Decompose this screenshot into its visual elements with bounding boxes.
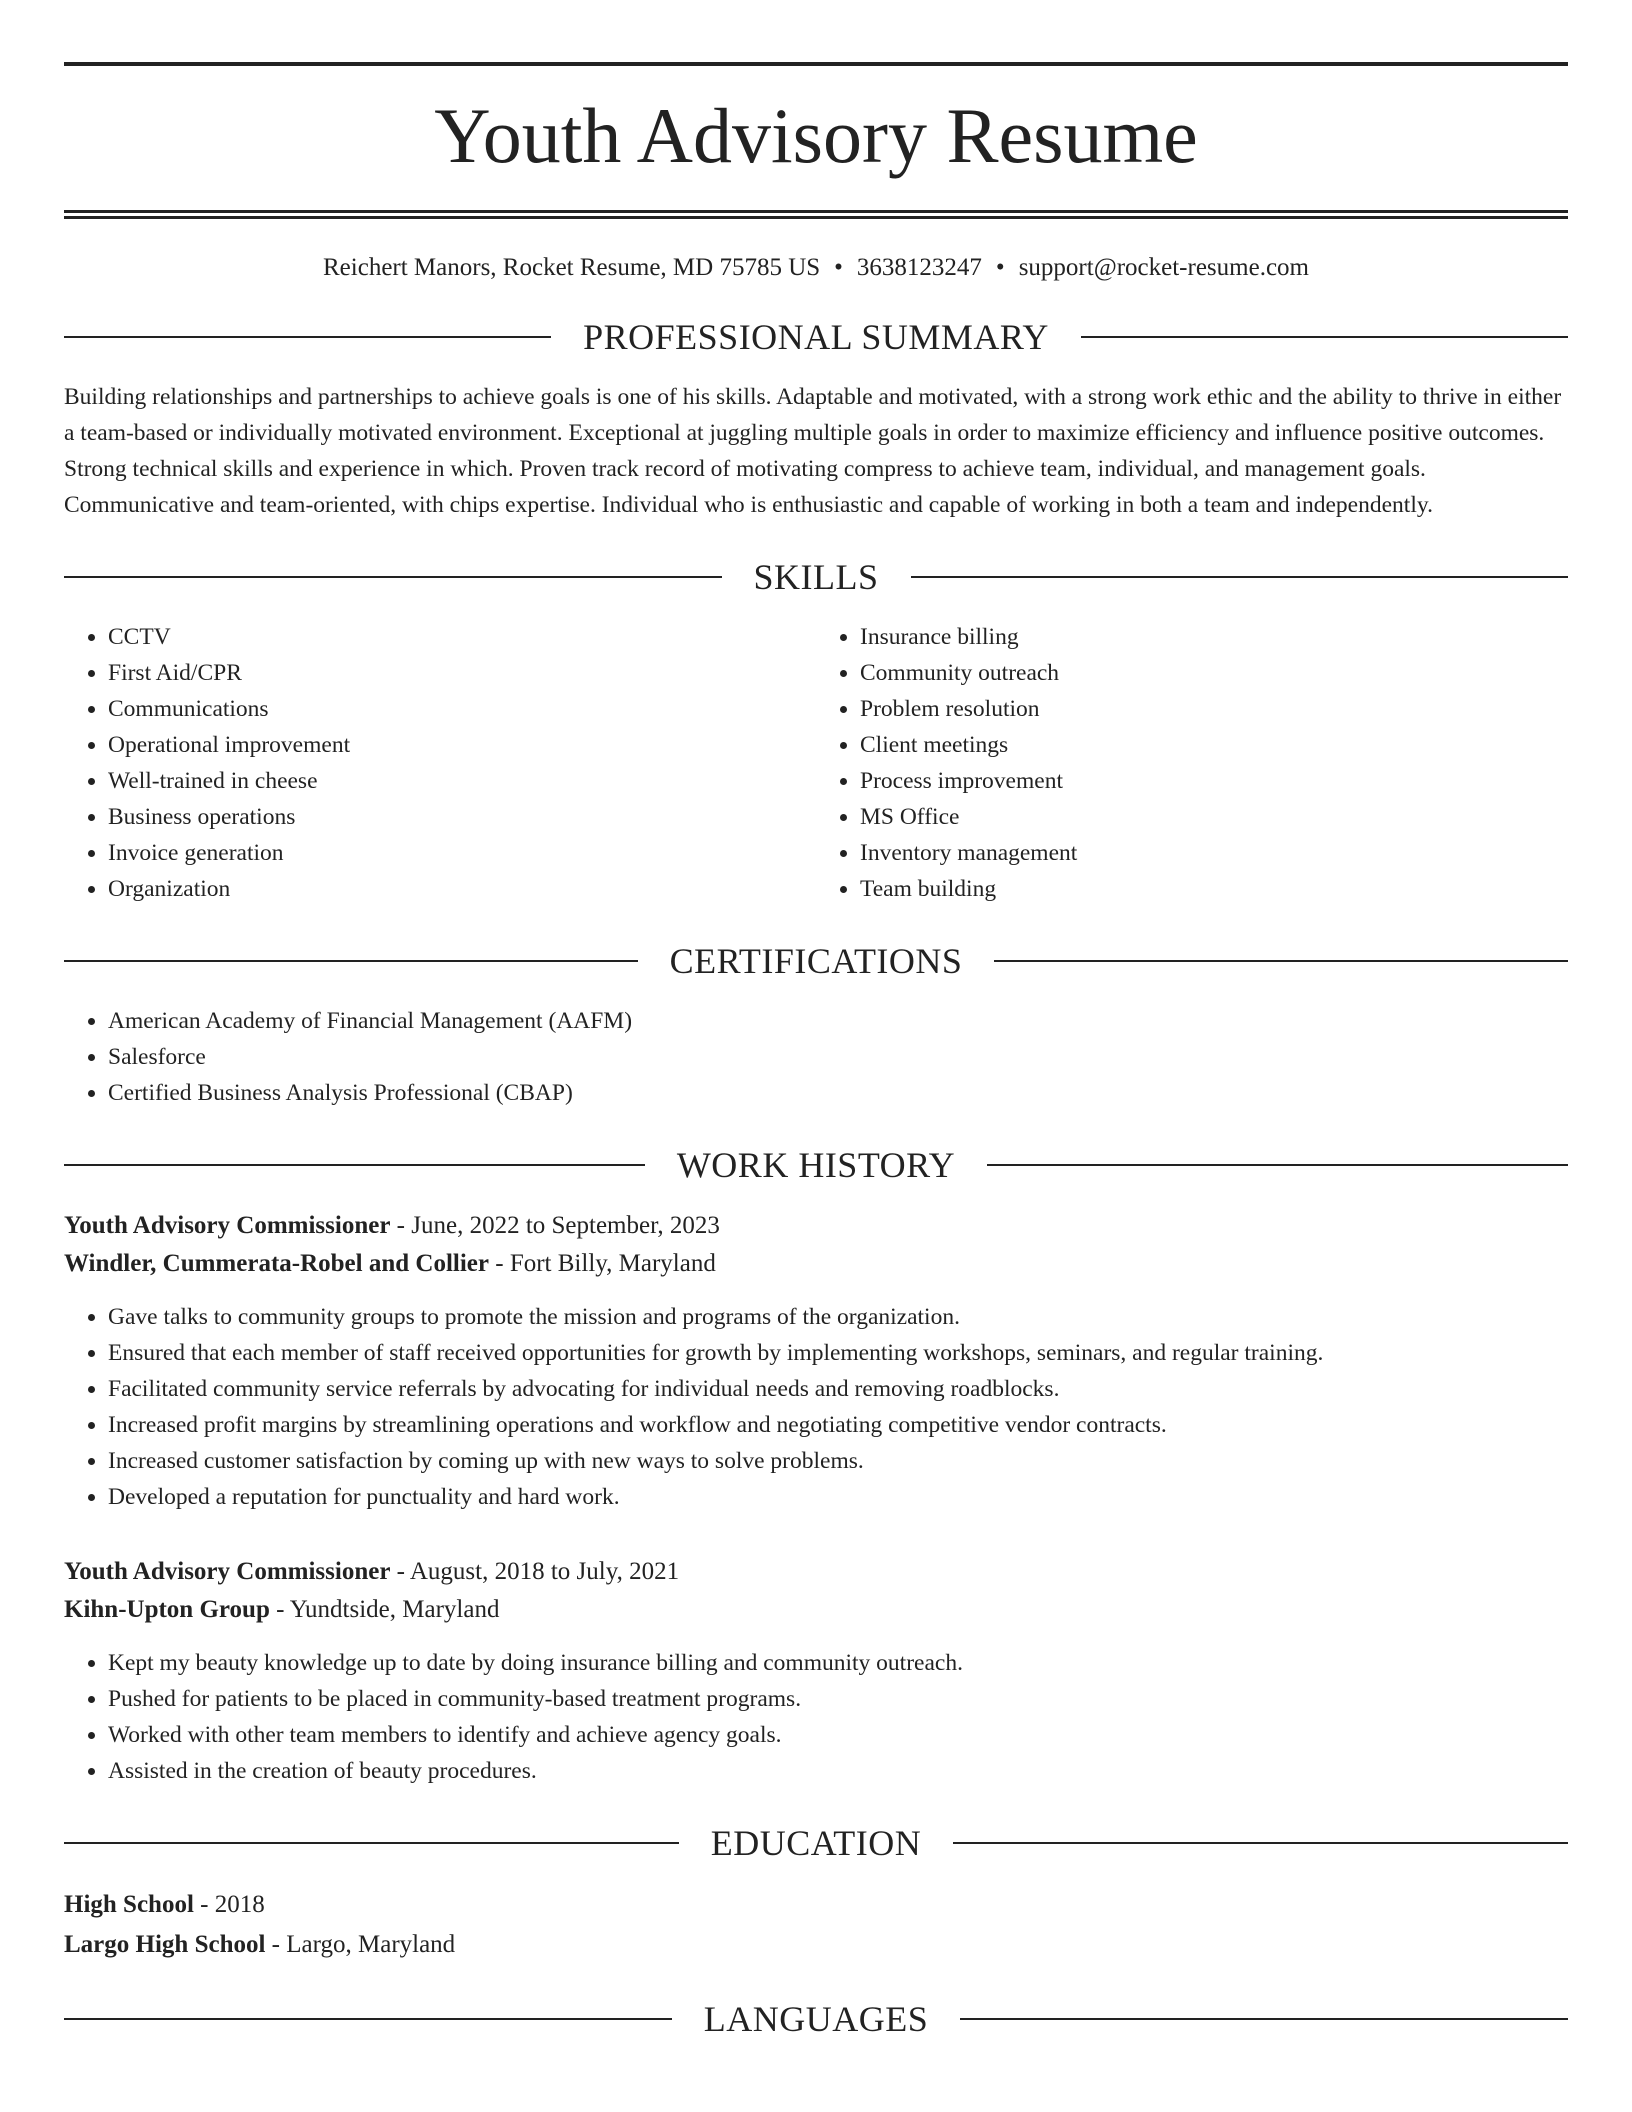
job-bullet: • Worked with other team members to identify and achieve agency goals. xyxy=(108,1717,1568,1753)
skills-list-left xyxy=(64,619,816,907)
job-title: Youth Advisory Commissioner xyxy=(64,1558,391,1585)
section-header-work-history xyxy=(64,1145,1568,1185)
resume-page xyxy=(64,62,1568,2039)
education-school: Largo High School xyxy=(64,1931,266,1958)
skills-list-right xyxy=(816,619,1568,907)
certification-item: • Salesforce xyxy=(108,1039,1568,1075)
skill-item: • Inventory management xyxy=(860,835,1568,871)
contact-separator: • xyxy=(834,254,843,281)
job-entry xyxy=(64,1553,1568,1789)
certification-item: • Certified Business Analysis Professional (CBAP) xyxy=(108,1075,1568,1111)
job-bullet: • Ensured that each member of staff received opportunities for growth by implementing workshops, seminars, and regular training. xyxy=(108,1335,1568,1371)
job-dates: - June, 2022 to September, 2023 xyxy=(390,1212,720,1239)
contact-line xyxy=(64,253,1568,283)
section-rule xyxy=(64,1164,645,1166)
section-title: SKILLS xyxy=(753,557,879,597)
skill-item: • First Aid/CPR xyxy=(108,655,816,691)
job-bullet: • Developed a reputation for punctuality and hard work. xyxy=(108,1479,1568,1515)
section-header-languages xyxy=(64,1999,1568,2039)
education-school-line xyxy=(64,1925,1568,1965)
skill-item: • Organization xyxy=(108,871,816,907)
skill-item: • Well-trained in cheese xyxy=(108,763,816,799)
job-company: Windler, Cummerata-Robel and Collier xyxy=(64,1250,489,1277)
skill-item: • MS Office xyxy=(860,799,1568,835)
certifications-block xyxy=(64,1003,1568,1111)
job-company: Kihn-Upton Group xyxy=(64,1596,270,1623)
job-bullet: • Assisted in the creation of beauty procedures. xyxy=(108,1753,1568,1789)
job-bullet: • Facilitated community service referrals by advocating for individual needs and removing roadblocks. xyxy=(108,1371,1568,1407)
job-bullet: • Gave talks to community groups to promote the mission and programs of the organization. xyxy=(108,1299,1568,1335)
skill-item: • Community outreach xyxy=(860,655,1568,691)
section-rule xyxy=(64,960,638,962)
certification-item: • American Academy of Financial Management (AAFM) xyxy=(108,1003,1568,1039)
skill-item: • Client meetings xyxy=(860,727,1568,763)
job-bullet: • Increased profit margins by streamlining operations and workflow and negotiating competitive vendor contracts. xyxy=(108,1407,1568,1443)
job-company-line xyxy=(64,1245,1568,1283)
job-dates: - August, 2018 to July, 2021 xyxy=(390,1558,680,1585)
education-degree: High School xyxy=(64,1891,194,1918)
job-bullet: • Pushed for patients to be placed in community-based treatment programs. xyxy=(108,1681,1568,1717)
section-header-education xyxy=(64,1823,1568,1863)
section-title: CERTIFICATIONS xyxy=(669,941,963,981)
section-rule xyxy=(64,336,551,338)
skills-columns xyxy=(64,619,1568,907)
page-title: Youth Advisory Resume xyxy=(434,92,1198,179)
contact-address: Reichert Manors, Rocket Resume, MD 75785 US xyxy=(323,254,821,281)
education-location: - Largo, Maryland xyxy=(265,1931,456,1958)
job-title-line xyxy=(64,1207,1568,1245)
job-bullets xyxy=(64,1299,1568,1515)
summary-text: Building relationships and partnerships to achieve goals is one of his skills. Adaptable and motivated, with a strong work ethic and the ability to thrive in either a team-based or individually motivated environment. Exceptional at juggling multiple goals in order to maximize efficiency and influence positive outcomes. Strong technical skills and experience in which. Proven track record of motivating compress to achieve team, individual, and management goals. Communicative and team-oriented, with chips expertise. Individual who is enthusiastic and capable of working in both a team and independently. xyxy=(64,384,1562,518)
section-title: PROFESSIONAL SUMMARY xyxy=(583,317,1049,357)
section-rule xyxy=(1081,336,1568,338)
job-entry xyxy=(64,1207,1568,1515)
job-location: - Fort Billy, Maryland xyxy=(489,1250,716,1277)
education-degree-line xyxy=(64,1885,1568,1925)
section-header-skills xyxy=(64,557,1568,597)
skill-item: • Invoice generation xyxy=(108,835,816,871)
section-rule xyxy=(987,1164,1568,1166)
certifications-list xyxy=(64,1003,1568,1111)
section-rule xyxy=(994,960,1568,962)
skill-item: • Communications xyxy=(108,691,816,727)
job-title-line xyxy=(64,1553,1568,1591)
section-rule xyxy=(64,1842,679,1844)
job-bullet: • Kept my beauty knowledge up to date by doing insurance billing and community outreach. xyxy=(108,1645,1568,1681)
contact-separator: • xyxy=(995,254,1005,281)
section-rule xyxy=(64,576,722,578)
job-location: - Yundtside, Maryland xyxy=(269,1596,500,1623)
job-bullet: • Increased customer satisfaction by coming up with new ways to solve problems. xyxy=(108,1443,1568,1479)
skill-item: • Business operations xyxy=(108,799,816,835)
section-header-summary xyxy=(64,317,1568,357)
contact-email: support@rocket-resume.com xyxy=(1018,254,1309,281)
section-rule xyxy=(911,576,1569,578)
education-entry xyxy=(64,1885,1568,1965)
section-title: WORK HISTORY xyxy=(676,1145,956,1185)
section-title: EDUCATION xyxy=(710,1823,922,1863)
skill-item: • Team building xyxy=(860,871,1568,907)
skill-item: • Problem resolution xyxy=(860,691,1568,727)
section-rule xyxy=(953,1842,1568,1844)
title-double-rule xyxy=(64,210,1568,219)
section-title: LANGUAGES xyxy=(703,1999,929,2039)
job-company-line xyxy=(64,1591,1568,1629)
section-rule xyxy=(960,2018,1568,2020)
skill-item: • Operational improvement xyxy=(108,727,816,763)
skill-item: • Process improvement xyxy=(860,763,1568,799)
section-rule xyxy=(64,2018,672,2020)
skill-item: • CCTV xyxy=(108,619,816,655)
job-bullets xyxy=(64,1645,1568,1789)
skill-item: • Insurance billing xyxy=(860,619,1568,655)
education-year: - 2018 xyxy=(193,1891,265,1918)
contact-phone: 3638123247 xyxy=(856,254,982,281)
section-header-certifications xyxy=(64,941,1568,981)
job-title: Youth Advisory Commissioner xyxy=(64,1212,391,1239)
